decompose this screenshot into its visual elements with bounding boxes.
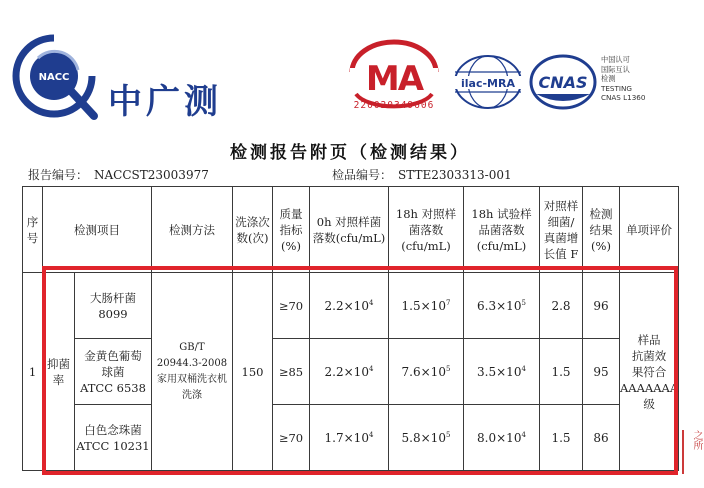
table-header-row: [23, 187, 679, 273]
method-line: 20944.3-2008: [156, 357, 228, 369]
header-method: 检测方法: [152, 187, 233, 273]
method-line: 洗涤: [182, 389, 202, 401]
header-18h-test: 18h 试验样品菌落数(cfu/mL): [464, 187, 540, 273]
nacc-logo-icon: [8, 30, 100, 122]
evaluation-line: 样品: [637, 332, 661, 347]
cnas-meta-line: CNAS L1360: [601, 93, 646, 102]
value-base: 3.5×10: [477, 364, 522, 379]
value-exp: 4: [368, 298, 374, 307]
row-18h-control: [389, 273, 464, 339]
method-line: GB/T: [179, 341, 205, 353]
row-result: 95: [583, 339, 620, 405]
cnas-meta-line: 中国认可: [601, 55, 630, 64]
header-growth: 对照样细菌/真菌增长值 F: [540, 187, 583, 273]
ilac-mra-logo-icon: [452, 52, 524, 112]
value-base: 2.2×10: [324, 364, 369, 379]
row-wash: 150: [233, 273, 273, 471]
company-name: 中广测: [108, 82, 222, 122]
evaluation-line: AAAAAAA: [620, 380, 679, 395]
row-result: 96: [583, 273, 620, 339]
cma-number: 220020349606: [353, 100, 435, 111]
table-row: [23, 405, 679, 471]
row-18h-control: [389, 405, 464, 471]
row-18h-test: [464, 405, 540, 471]
row-result: 86: [583, 405, 620, 471]
report-header: [0, 0, 700, 130]
header-evaluation: 单项评价: [620, 187, 679, 273]
row-18h-test: [464, 339, 540, 405]
table-row: [23, 273, 679, 339]
report-number-value: NACCST23003977: [94, 168, 209, 182]
sample-number-label: 检品编号：: [332, 168, 393, 182]
value-base: 5.8×10: [401, 430, 446, 445]
row-0h-control: [310, 405, 389, 471]
strain-line: 白色念珠菌: [84, 422, 142, 437]
row-strain: [75, 339, 152, 405]
strain-line: ATCC 10231: [76, 438, 150, 453]
row-18h-control: [389, 339, 464, 405]
header-item: 检测项目: [43, 187, 152, 273]
value-exp: 4: [368, 364, 374, 373]
edge-stamp: 之所: [682, 430, 704, 474]
value-base: 2.2×10: [324, 298, 369, 313]
row-strain: [75, 405, 152, 471]
row-18h-test: [464, 273, 540, 339]
row-item-group: 抑菌率: [43, 273, 75, 471]
strain-line: 8099: [98, 306, 128, 321]
strain-line: ATCC 6538: [80, 380, 146, 395]
row-method: [152, 273, 233, 471]
row-evaluation: [620, 273, 679, 471]
row-growth: 1.5: [540, 405, 583, 471]
evaluation-line: 果符合: [631, 364, 667, 379]
row-growth: 1.5: [540, 339, 583, 405]
value-exp: 5: [445, 364, 451, 373]
value-exp: 5: [521, 298, 526, 307]
value-base: 1.5×10: [401, 298, 446, 313]
evaluation-line: 级: [643, 396, 655, 411]
row-quality: ≥85: [273, 339, 310, 405]
cnas-meta-line: 检测: [601, 74, 616, 83]
cma-mark-text: MA: [365, 59, 423, 99]
nacc-badge-text: NACC: [38, 72, 70, 83]
value-exp: 7: [445, 298, 451, 307]
row-strain: [75, 273, 152, 339]
cnas-accreditation-text: [601, 55, 645, 103]
value-base: 8.0×10: [477, 430, 522, 445]
row-quality: ≥70: [273, 273, 310, 339]
row-0h-control: [310, 339, 389, 405]
cnas-logo-icon: [528, 52, 598, 112]
header-seq: 序号: [23, 187, 43, 273]
cnas-mark-text: CNAS: [538, 73, 588, 92]
row-seq: 1: [23, 273, 43, 471]
row-0h-control: [310, 273, 389, 339]
value-exp: 5: [445, 430, 451, 439]
row-growth: 2.8: [540, 273, 583, 339]
strain-line: 金黄色葡萄: [84, 348, 142, 363]
strain-line: 大肠杆菌: [90, 290, 136, 305]
cnas-meta-line: TESTING: [601, 83, 632, 93]
strain-line: 球菌: [101, 364, 125, 379]
row-quality: ≥70: [273, 405, 310, 471]
sample-number-value: STTE2303313-001: [398, 168, 512, 182]
results-table: [22, 186, 679, 471]
evaluation-line: 抗菌效: [631, 348, 667, 363]
header-wash: 洗涤次数(次): [233, 187, 273, 273]
value-base: 6.3×10: [477, 298, 522, 313]
method-line: 家用双桶洗衣机: [157, 373, 227, 385]
value-exp: 4: [368, 430, 374, 439]
header-18h-control: 18h 对照样菌落数(cfu/mL): [389, 187, 464, 273]
table-row: [23, 339, 679, 405]
ilac-mark-text: ilac-MRA: [461, 77, 515, 90]
value-base: 1.7×10: [324, 430, 369, 445]
value-base: 7.6×10: [401, 364, 446, 379]
report-number-label: 报告编号：: [28, 168, 89, 182]
report-number: [28, 166, 209, 183]
cnas-meta-line: 国际互认: [601, 64, 630, 74]
header-0h-control: 0h 对照样菌落数(cfu/mL): [310, 187, 389, 273]
document-title: 检测报告附页（检测结果）: [230, 143, 470, 163]
value-exp: 4: [521, 430, 526, 439]
sample-number: [332, 166, 512, 183]
value-exp: 4: [521, 364, 526, 373]
header-quality: 质量指标(%): [273, 187, 310, 273]
header-result: 检测结果(%): [583, 187, 620, 273]
